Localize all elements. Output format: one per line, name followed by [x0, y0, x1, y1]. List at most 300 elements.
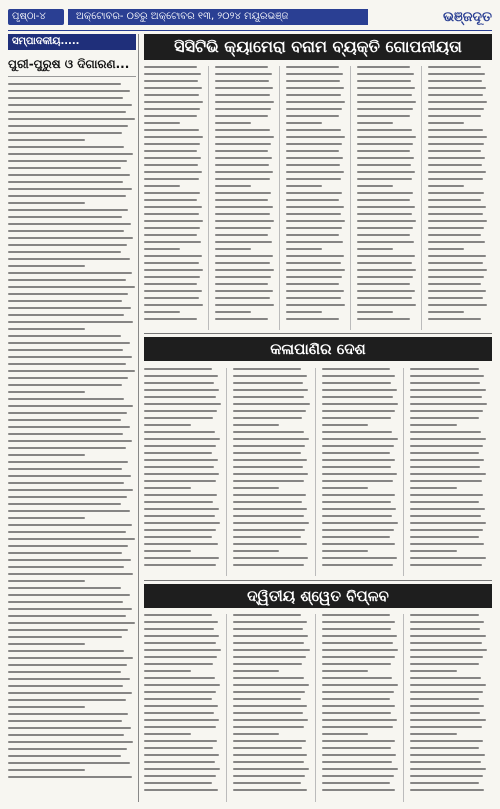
text-line: [8, 265, 85, 267]
text-line: [233, 733, 280, 735]
text-line: [144, 698, 212, 700]
text-line: [428, 213, 483, 215]
text-line: [286, 213, 341, 215]
text-line: [357, 276, 413, 278]
text-line: [233, 459, 307, 461]
text-line: [8, 83, 121, 85]
text-line: [322, 480, 394, 482]
text-line: [8, 97, 123, 99]
text-line: [428, 73, 485, 75]
text-line: [215, 248, 251, 250]
text-line: [8, 524, 132, 526]
text-line: [286, 101, 345, 103]
text-line: [144, 276, 200, 278]
text-line: [8, 615, 126, 617]
text-line: [233, 677, 304, 679]
text-line: [286, 290, 344, 292]
text-line: [144, 396, 216, 398]
text-line: [410, 473, 485, 475]
text-line: [8, 650, 124, 652]
text-line: [8, 755, 121, 757]
text-line: [144, 262, 199, 264]
text-line: [357, 101, 416, 103]
text-line: [286, 157, 343, 159]
text-line: [233, 642, 305, 644]
text-line: [215, 213, 270, 215]
text-line: [8, 475, 131, 477]
text-line: [357, 129, 412, 131]
text-line: [428, 262, 483, 264]
text-line: [428, 150, 481, 152]
text-line: [357, 206, 415, 208]
text-line: [144, 136, 203, 138]
text-line: [428, 87, 486, 89]
text-line: [410, 396, 482, 398]
text-line: [322, 473, 397, 475]
text-line: [357, 262, 412, 264]
text-line: [8, 286, 135, 288]
text-line: [233, 445, 305, 447]
text-line: [233, 740, 306, 742]
text-line: [215, 178, 270, 180]
text-line: [322, 677, 393, 679]
text-line: [8, 538, 135, 540]
text-line: [144, 199, 197, 201]
text-line: [215, 269, 274, 271]
text-line: [286, 80, 340, 82]
text-line: [286, 311, 322, 313]
text-line: [215, 290, 273, 292]
text-line: [322, 733, 369, 735]
text-line: [144, 206, 202, 208]
text-line: [428, 255, 486, 257]
text-line: [8, 195, 126, 197]
text-line: [144, 73, 201, 75]
text-line: [286, 276, 342, 278]
text-line: [233, 515, 304, 517]
text-line: [233, 614, 301, 616]
text-line: [233, 410, 306, 412]
text-line: [357, 66, 410, 68]
text-line: [410, 368, 478, 370]
text-line: [215, 171, 273, 173]
text-line: [322, 635, 397, 637]
text-line: [233, 536, 301, 538]
text-line: [410, 403, 487, 405]
text-line: [322, 782, 390, 784]
text-line: [410, 529, 482, 531]
text-line: [410, 740, 483, 742]
text-line: [322, 628, 392, 630]
text-line: [410, 677, 481, 679]
text-line: [144, 789, 218, 791]
text-line: [322, 684, 398, 686]
text-line: [322, 522, 398, 524]
text-line: [322, 775, 394, 777]
text-line: [410, 557, 485, 559]
text-line: [8, 370, 135, 372]
text-line: [286, 262, 341, 264]
text-line: [215, 94, 270, 96]
text-line: [233, 684, 309, 686]
text-line: [215, 136, 274, 138]
text-line: [8, 643, 85, 645]
text-line: [233, 550, 280, 552]
text-line: [8, 160, 127, 162]
text-line: [144, 670, 191, 672]
text-line: [322, 691, 394, 693]
text-line: [357, 136, 416, 138]
text-line: [144, 740, 217, 742]
text-line: [8, 314, 124, 316]
text-line: [322, 649, 399, 651]
text-line: [233, 466, 303, 468]
text-line: [410, 417, 479, 419]
text-line: [286, 241, 343, 243]
text-line: [144, 494, 217, 496]
text-line: [144, 403, 221, 405]
text-line: [8, 594, 130, 596]
text-line: [428, 234, 481, 236]
text-line: [286, 269, 345, 271]
text-line: [8, 405, 133, 407]
text-line: [357, 122, 393, 124]
text-line: [144, 747, 213, 749]
text-line: [144, 185, 180, 187]
text-line: [215, 122, 251, 124]
text-line: [144, 642, 216, 644]
text-line: [233, 705, 307, 707]
text-line: [8, 531, 126, 533]
text-line: [8, 258, 130, 260]
text-line: [8, 608, 132, 610]
text-line: [8, 125, 128, 127]
text-line: [322, 705, 396, 707]
text-line: [286, 73, 343, 75]
text-line: [286, 87, 344, 89]
article-divider: [144, 333, 492, 334]
text-line: [144, 557, 219, 559]
article-2-body: [144, 368, 492, 576]
text-line: [286, 129, 341, 131]
text-line: [428, 318, 481, 320]
text-line: [322, 508, 397, 510]
text-line: [8, 573, 133, 575]
text-line: [233, 670, 280, 672]
text-line: [144, 754, 219, 756]
text-line: [8, 482, 124, 484]
text-line: [410, 628, 480, 630]
text-line: [144, 150, 197, 152]
text-line: [144, 87, 202, 89]
text-line: [322, 754, 397, 756]
text-line: [8, 678, 130, 680]
text-line: [144, 269, 203, 271]
text-line: [410, 452, 478, 454]
text-column: [357, 66, 422, 330]
text-line: [233, 368, 301, 370]
text-line: [215, 255, 273, 257]
text-line: [410, 508, 485, 510]
text-line: [144, 621, 218, 623]
text-line: [428, 276, 484, 278]
text-line: [322, 452, 390, 454]
text-line: [410, 663, 479, 665]
text-line: [286, 248, 322, 250]
header-divider: [8, 30, 492, 31]
text-line: [286, 283, 339, 285]
text-line: [233, 382, 303, 384]
text-line: [322, 536, 390, 538]
text-line: [215, 276, 271, 278]
text-line: [357, 73, 414, 75]
text-line: [8, 720, 122, 722]
text-line: [410, 754, 485, 756]
text-line: [233, 691, 305, 693]
text-line: [233, 557, 308, 559]
text-line: [322, 431, 393, 433]
text-line: [322, 614, 390, 616]
text-line: [286, 136, 345, 138]
text-line: [233, 494, 306, 496]
text-line: [410, 705, 484, 707]
text-line: [144, 459, 218, 461]
text-line: [8, 622, 135, 624]
text-line: [144, 424, 191, 426]
text-line: [322, 501, 391, 503]
text-line: [8, 237, 133, 239]
text-line: [144, 227, 200, 229]
text-line: [144, 108, 200, 110]
text-line: [215, 241, 272, 243]
text-line: [357, 171, 415, 173]
text-line: [8, 545, 128, 547]
text-line: [322, 487, 369, 489]
text-line: [144, 318, 197, 320]
text-line: [144, 726, 216, 728]
text-line: [233, 529, 305, 531]
text-line: [8, 489, 133, 491]
text-line: [8, 251, 121, 253]
text-line: [410, 438, 486, 440]
text-line: [8, 629, 128, 631]
text-line: [144, 487, 191, 489]
text-line: [428, 115, 481, 117]
masthead-title: ଭଞ୍ଜଦୂତ: [442, 9, 492, 25]
text-column: [215, 66, 280, 330]
text-line: [144, 178, 199, 180]
text-line: [144, 129, 199, 131]
text-line: [410, 768, 486, 770]
text-line: [8, 734, 124, 736]
text-line: [286, 164, 340, 166]
text-line: [233, 431, 304, 433]
text-line: [233, 487, 280, 489]
text-line: [233, 628, 303, 630]
text-line: [322, 768, 398, 770]
text-line: [410, 389, 485, 391]
text-line: [233, 417, 302, 419]
text-line: [233, 543, 307, 545]
text-line: [322, 543, 396, 545]
date-line: ଅକ୍ଟୋବର- ୦୭ରୁ ଅକ୍ଟୋବର ୧୩, ୨୦୨୪ ମୟୂରଭଞ୍ଜ: [68, 9, 368, 25]
text-line: [215, 311, 251, 313]
text-line: [428, 108, 484, 110]
text-line: [410, 382, 480, 384]
text-line: [428, 297, 483, 299]
text-line: [286, 171, 344, 173]
text-line: [144, 564, 216, 566]
text-line: [357, 220, 416, 222]
text-line: [144, 171, 202, 173]
text-line: [8, 111, 126, 113]
text-line: [410, 564, 482, 566]
text-line: [410, 480, 482, 482]
text-line: [286, 255, 344, 257]
text-line: [322, 459, 396, 461]
text-line: [144, 733, 191, 735]
text-line: [357, 108, 413, 110]
text-line: [8, 321, 133, 323]
text-line: [410, 775, 482, 777]
text-line: [357, 185, 393, 187]
text-line: [233, 424, 280, 426]
text-line: [322, 663, 391, 665]
text-line: [233, 508, 308, 510]
text-line: [8, 188, 132, 190]
text-line: [8, 181, 123, 183]
text-line: [144, 782, 212, 784]
text-line: [8, 209, 128, 211]
text-line: [215, 227, 271, 229]
text-line: [144, 290, 202, 292]
text-line: [144, 501, 213, 503]
text-line: [215, 164, 269, 166]
text-line: [428, 185, 464, 187]
text-line: [8, 762, 130, 764]
text-line: [322, 564, 394, 566]
text-line: [233, 389, 308, 391]
text-line: [322, 494, 395, 496]
text-line: [410, 782, 478, 784]
text-line: [357, 199, 410, 201]
text-line: [286, 108, 342, 110]
text-line: [410, 459, 484, 461]
text-line: [144, 234, 197, 236]
text-line: [322, 698, 390, 700]
text-line: [144, 473, 219, 475]
text-line: [144, 192, 200, 194]
text-line: [144, 220, 203, 222]
article-3-headline: ଦ୍ୱିତୀୟ ଶ୍ୱେତ ବିପ୍ଳବ: [144, 584, 492, 608]
text-line: [410, 424, 457, 426]
text-line: [322, 747, 391, 749]
text-line: [144, 452, 212, 454]
text-line: [144, 649, 221, 651]
text-line: [286, 185, 322, 187]
text-line: [215, 192, 271, 194]
text-line: [8, 272, 132, 274]
text-column: [144, 368, 227, 576]
text-line: [215, 80, 269, 82]
text-line: [428, 248, 464, 250]
text-line: [233, 438, 309, 440]
text-line: [144, 297, 199, 299]
text-line: [144, 705, 218, 707]
text-line: [144, 480, 216, 482]
text-line: [357, 164, 411, 166]
text-line: [428, 227, 484, 229]
text-line: [8, 363, 126, 365]
text-line: [8, 440, 132, 442]
text-line: [144, 656, 217, 658]
text-line: [8, 580, 85, 582]
text-line: [8, 587, 121, 589]
text-line: [144, 122, 180, 124]
text-line: [428, 220, 487, 222]
text-line: [286, 115, 339, 117]
text-line: [8, 307, 131, 309]
text-line: [410, 621, 484, 623]
text-line: [428, 94, 483, 96]
text-line: [8, 342, 130, 344]
text-line: [8, 139, 85, 141]
text-line: [8, 664, 127, 666]
text-line: [144, 115, 197, 117]
text-line: [215, 87, 273, 89]
text-line: [286, 304, 345, 306]
text-line: [233, 726, 305, 728]
text-line: [233, 768, 309, 770]
text-line: [8, 104, 132, 106]
text-line: [8, 412, 127, 414]
article-divider: [144, 580, 492, 581]
text-line: [233, 782, 301, 784]
text-line: [144, 164, 198, 166]
text-line: [8, 454, 85, 456]
text-line: [215, 206, 273, 208]
text-line: [8, 90, 130, 92]
text-line: [8, 384, 122, 386]
text-line: [428, 304, 487, 306]
text-line: [357, 178, 412, 180]
text-line: [144, 677, 215, 679]
text-column: [233, 614, 316, 802]
text-line: [428, 136, 487, 138]
text-line: [144, 157, 201, 159]
text-line: [8, 223, 131, 225]
text-line: [144, 255, 202, 257]
text-line: [144, 529, 216, 531]
text-line: [322, 389, 397, 391]
text-line: [428, 192, 484, 194]
text-line: [215, 108, 271, 110]
text-line: [233, 712, 303, 714]
text-line: [286, 234, 339, 236]
text-line: [8, 377, 128, 379]
text-line: [357, 269, 416, 271]
text-column: [286, 66, 351, 330]
text-line: [215, 220, 274, 222]
text-line: [410, 445, 482, 447]
text-line: [144, 431, 215, 433]
text-line: [357, 115, 410, 117]
text-line: [410, 691, 482, 693]
text-line: [144, 438, 220, 440]
text-line: [144, 761, 215, 763]
text-line: [233, 480, 305, 482]
text-line: [144, 691, 216, 693]
